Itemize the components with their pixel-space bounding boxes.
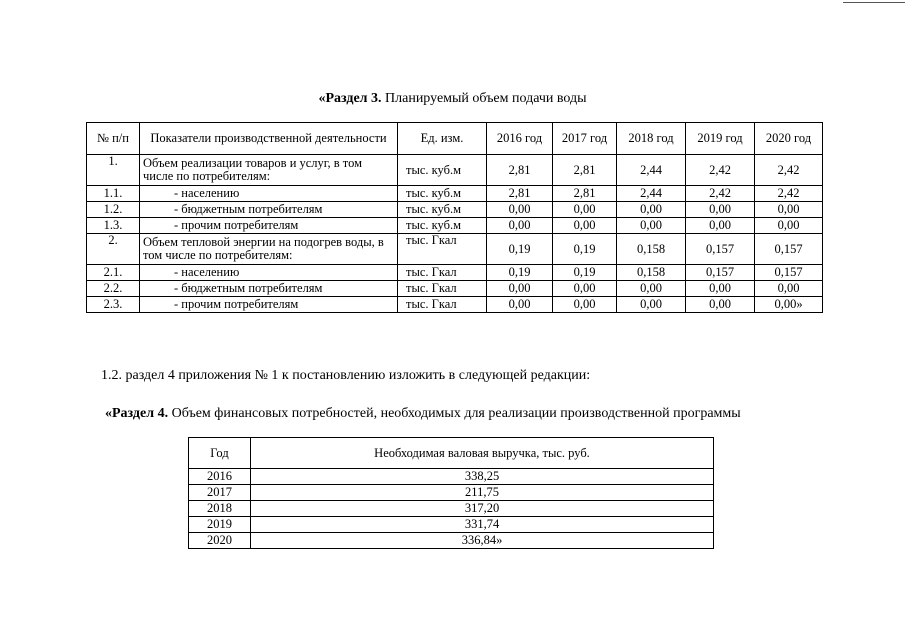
value-cell: 0,00 [686,297,755,313]
row-number: 2.1. [87,265,140,281]
row-unit: тыс. куб.м [398,155,487,186]
table-row [87,186,823,202]
table-row [87,297,823,313]
value-cell: 2,44 [617,186,686,202]
year-cell: 2016 [189,469,251,485]
section3-title-bold: «Раздел 3. [318,91,382,106]
value-cell: 2,81 [553,155,617,186]
table-row [189,533,714,549]
header-cell: 2019 год [686,123,755,155]
value-cell: 0,00 [617,202,686,218]
table-row [87,218,823,234]
revenue-cell: 211,75 [251,485,714,501]
value-cell: 0,157 [755,234,823,265]
header-cell: № п/п [87,123,140,155]
table-header-row [189,438,714,469]
value-cell: 0,00 [487,297,553,313]
row-unit: тыс. куб.м [398,202,487,218]
value-cell: 2,81 [487,186,553,202]
value-cell: 0,19 [487,234,553,265]
row-number: 2.3. [87,297,140,313]
row-name: - населению [140,186,398,202]
value-cell: 0,157 [686,234,755,265]
value-cell: 2,81 [487,155,553,186]
revenue-cell: 336,84» [251,533,714,549]
value-cell: 0,00 [553,202,617,218]
table-row [189,501,714,517]
section4-title [105,406,741,422]
revenue-cell: 331,74 [251,517,714,533]
section4-title-rest: Объем финансовых потребностей, необходимых для реализации производственной программы [168,406,741,421]
header-cell: 2016 год [487,123,553,155]
row-unit: тыс. куб.м [398,186,487,202]
value-cell: 0,00 [755,202,823,218]
amendment-paragraph: 1.2. раздел 4 приложения № 1 к постановлению изложить в следующей редакции: [101,368,591,383]
row-unit: тыс. куб.м [398,218,487,234]
row-name: - прочим потребителям [140,297,398,313]
row-name: Объем реализации товаров и услуг, в том числе по потребителям: [140,155,398,186]
value-cell: 2,42 [686,186,755,202]
table-row [189,485,714,501]
value-cell: 0,00 [755,281,823,297]
value-cell: 0,00 [686,202,755,218]
value-cell: 0,157 [755,265,823,281]
year-cell: 2020 [189,533,251,549]
table-row [87,234,823,265]
row-unit: тыс. Гкал [398,297,487,313]
value-cell: 0,19 [487,265,553,281]
header-cell: Необходимая валовая выручка, тыс. руб. [251,438,714,469]
row-name: Объем тепловой энергии на подогрев воды, в том числе по потребителям: [140,234,398,265]
row-unit: тыс. Гкал [398,265,487,281]
value-cell: 0,158 [617,265,686,281]
value-cell: 0,00» [755,297,823,313]
table-row [189,469,714,485]
header-cell: Показатели производственной деятельности [140,123,398,155]
table-row [87,265,823,281]
value-cell: 0,00 [553,218,617,234]
value-cell: 0,19 [553,265,617,281]
revenue-cell: 317,20 [251,501,714,517]
row-number: 1.3. [87,218,140,234]
value-cell: 2,81 [553,186,617,202]
row-name: - прочим потребителям [140,218,398,234]
year-cell: 2017 [189,485,251,501]
value-cell: 0,00 [617,297,686,313]
table-row [87,155,823,186]
table-header-row [87,123,823,155]
header-cell: 2017 год [553,123,617,155]
table-row [87,281,823,297]
value-cell: 0,158 [617,234,686,265]
year-cell: 2019 [189,517,251,533]
table-row [189,517,714,533]
value-cell: 0,00 [755,218,823,234]
row-unit: тыс. Гкал [398,234,487,265]
value-cell: 0,00 [686,218,755,234]
header-cell: 2018 год [617,123,686,155]
row-number: 2.2. [87,281,140,297]
section4-title-bold: «Раздел 4. [105,406,169,421]
row-number: 1.1. [87,186,140,202]
row-unit: тыс. Гкал [398,281,487,297]
value-cell: 0,00 [617,218,686,234]
value-cell: 0,00 [487,202,553,218]
header-cell: Год [189,438,251,469]
water-volume-table [86,122,823,313]
value-cell: 0,00 [487,281,553,297]
value-cell: 0,00 [487,218,553,234]
revenue-cell: 338,25 [251,469,714,485]
row-name: - бюджетным потребителям [140,281,398,297]
year-cell: 2018 [189,501,251,517]
value-cell: 0,00 [617,281,686,297]
value-cell: 0,00 [686,281,755,297]
value-cell: 2,42 [686,155,755,186]
value-cell: 0,00 [553,281,617,297]
value-cell: 2,44 [617,155,686,186]
header-cell: 2020 год [755,123,823,155]
scan-edge-line [843,2,905,3]
value-cell: 0,157 [686,265,755,281]
section3-title [0,91,905,107]
row-number: 1.2. [87,202,140,218]
value-cell: 0,19 [553,234,617,265]
value-cell: 2,42 [755,186,823,202]
revenue-table [188,437,714,549]
header-cell: Ед. изм. [398,123,487,155]
row-number: 1. [87,155,140,186]
value-cell: 0,00 [553,297,617,313]
row-name: - бюджетным потребителям [140,202,398,218]
section3-title-rest: Планируемый объем подачи воды [381,91,587,106]
row-number: 2. [87,234,140,265]
value-cell: 2,42 [755,155,823,186]
table-row [87,202,823,218]
row-name: - населению [140,265,398,281]
